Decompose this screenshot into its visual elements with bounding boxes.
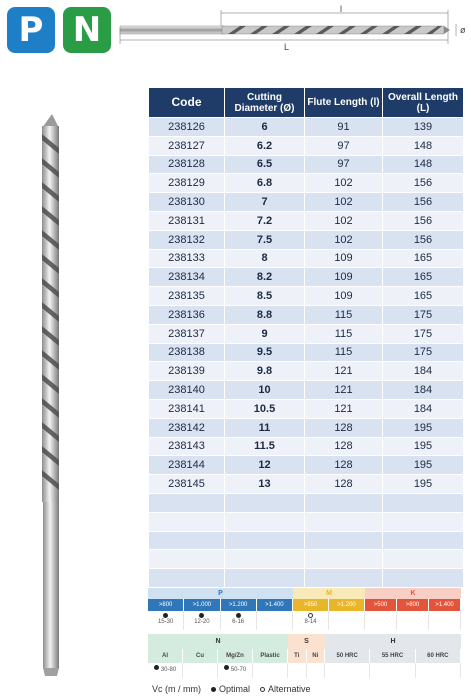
table-row: [149, 268, 464, 287]
cell-overall-length: 175: [383, 343, 464, 362]
material-subgroup-label: Mg/Zn: [218, 649, 253, 663]
cell-overall-length: 139: [383, 118, 464, 137]
table-row: [149, 381, 464, 400]
material-subgroup-label: >1.000: [184, 599, 220, 611]
cell-code: 238142: [149, 418, 225, 437]
cell-code: 238138: [149, 343, 225, 362]
table-row: [149, 193, 464, 212]
cell-code: 238126: [149, 118, 225, 137]
cell-overall-length: 156: [383, 174, 464, 193]
table-row: [149, 512, 464, 531]
material-speed-value: 50-70: [230, 667, 247, 673]
cell-diameter: 8.5: [225, 287, 305, 306]
cell-flute-length: 128: [305, 456, 383, 475]
cell-overall-length: 184: [383, 381, 464, 400]
cell-diameter: [225, 512, 305, 531]
material-speed-cell: [365, 611, 397, 630]
material-subgroup-label: 50 HRC: [325, 649, 370, 663]
cell-code: 238131: [149, 211, 225, 230]
material-subgroup-label: Al: [148, 649, 183, 663]
cell-code: 238141: [149, 399, 225, 418]
cell-code: 238132: [149, 230, 225, 249]
material-speed-cell: [148, 663, 183, 678]
cell-diameter: 13: [225, 475, 305, 494]
material-group-h-label: H: [325, 634, 461, 649]
material-group-m-label: M: [293, 588, 365, 599]
cell-code: 238144: [149, 456, 225, 475]
material-groups-nsh: [148, 634, 461, 678]
cell-diameter: 8: [225, 249, 305, 268]
cell-overall-length: 165: [383, 249, 464, 268]
cell-code: 238145: [149, 475, 225, 494]
material-subgroup-label: >800: [397, 599, 429, 611]
cell-diameter: 11.5: [225, 437, 305, 456]
table-row: [149, 437, 464, 456]
material-subgroup-label: Cu: [183, 649, 218, 663]
material-badge-n: N: [63, 7, 111, 53]
cell-code: 238130: [149, 193, 225, 212]
cell-overall-length: [383, 569, 464, 588]
table-row: [149, 569, 464, 588]
drill-dimension-diagram: [116, 4, 471, 56]
table-row: [149, 550, 464, 569]
material-speed-cell: [370, 663, 415, 678]
table-row: [149, 155, 464, 174]
cell-overall-length: 175: [383, 324, 464, 343]
material-speed-value: 30-80: [160, 667, 177, 673]
cell-overall-length: 195: [383, 475, 464, 494]
drill-vertical-illustration: [28, 114, 76, 680]
table-row: [149, 174, 464, 193]
material-speed-cell: [307, 663, 326, 678]
cell-diameter: 7: [225, 193, 305, 212]
material-subgroup-label: Ti: [288, 649, 307, 663]
drill-horizontal-illustration: [116, 4, 471, 56]
cell-flute-length: [305, 569, 383, 588]
table-row: [149, 493, 464, 512]
material-speed-cell: [148, 611, 184, 630]
material-speed-cell: [221, 611, 257, 630]
table-row: [149, 456, 464, 475]
material-subgroup-label: >1.200: [221, 599, 257, 611]
cell-flute-length: 91: [305, 118, 383, 137]
material-speed-value: 12-20: [194, 619, 210, 625]
cell-code: 238135: [149, 287, 225, 306]
table-row: [149, 287, 464, 306]
optimal-dot-icon: [199, 613, 204, 618]
material-group-n: [148, 634, 288, 676]
material-speed-cell: [293, 611, 329, 630]
material-groups-pmk: [148, 588, 461, 630]
cell-overall-length: 184: [383, 362, 464, 381]
table-row: [149, 418, 464, 437]
cell-diameter: 7.2: [225, 211, 305, 230]
cell-flute-length: 102: [305, 174, 383, 193]
cell-diameter: 9: [225, 324, 305, 343]
legend-optimal-label: Optimal: [219, 684, 251, 694]
material-subgroup-label: >800: [148, 599, 184, 611]
optimal-dot-icon: [224, 665, 229, 670]
cell-overall-length: 195: [383, 418, 464, 437]
drill-spec-table: [148, 87, 464, 588]
cell-overall-length: 184: [383, 399, 464, 418]
cell-diameter: 6.5: [225, 155, 305, 174]
cell-diameter: 10: [225, 381, 305, 400]
cell-diameter: 9.8: [225, 362, 305, 381]
cell-diameter: [225, 550, 305, 569]
cell-flute-length: 121: [305, 381, 383, 400]
material-group-s-label: S: [288, 634, 325, 649]
optimal-dot-icon: [154, 665, 159, 670]
diameter-label: ø: [460, 25, 466, 35]
material-speed-cell: [288, 663, 307, 678]
material-speed-cell: [257, 611, 293, 630]
cell-flute-length: 115: [305, 305, 383, 324]
cell-diameter: 6.8: [225, 174, 305, 193]
material-subgroup-label: >1.200: [329, 599, 365, 611]
cell-flute-length: 128: [305, 418, 383, 437]
cell-flute-length: 97: [305, 155, 383, 174]
cell-code: [149, 531, 225, 550]
cell-code: [149, 493, 225, 512]
cell-diameter: [225, 531, 305, 550]
cell-code: [149, 569, 225, 588]
material-subgroup-label: >1.400: [257, 599, 293, 611]
material-group-k: [365, 588, 461, 630]
table-row: [149, 118, 464, 137]
header-code: Code: [149, 88, 225, 118]
cell-flute-length: 102: [305, 193, 383, 212]
cell-code: 238129: [149, 174, 225, 193]
cell-overall-length: [383, 531, 464, 550]
material-speed-cell: [397, 611, 429, 630]
legend-alternative: [260, 684, 311, 694]
cell-diameter: 8.8: [225, 305, 305, 324]
cell-code: [149, 512, 225, 531]
cell-flute-length: 102: [305, 230, 383, 249]
table-header-row: [149, 88, 464, 118]
table-row: [149, 343, 464, 362]
cell-code: 238127: [149, 136, 225, 155]
cell-code: 238140: [149, 381, 225, 400]
material-speed-cell: [183, 663, 218, 678]
header-flute-length: Flute Length (l): [305, 88, 383, 118]
flute-length-label: l: [340, 4, 342, 14]
material-badge-p: P: [7, 7, 55, 53]
cell-flute-length: [305, 550, 383, 569]
material-subgroup-label: >950: [293, 599, 329, 611]
material-subgroup-label: 60 HRC: [416, 649, 461, 663]
material-subgroup-label: Plastic: [253, 649, 288, 663]
table-row: [149, 362, 464, 381]
cell-flute-length: 97: [305, 136, 383, 155]
header-overall-length: Overall Length (L): [383, 88, 464, 118]
cell-flute-length: [305, 493, 383, 512]
material-group-s: [288, 634, 325, 676]
cell-overall-length: 165: [383, 287, 464, 306]
table-row: [149, 531, 464, 550]
table-row: [149, 399, 464, 418]
cell-diameter: 9.5: [225, 343, 305, 362]
material-group-p: [148, 588, 293, 630]
material-speed-value: 15-30: [157, 619, 174, 625]
optimal-dot-icon: [236, 613, 241, 618]
legend-alternative-label: Alternative: [268, 684, 311, 694]
cell-flute-length: 128: [305, 475, 383, 494]
material-subgroup-label: >500: [365, 599, 397, 611]
cell-flute-length: 128: [305, 437, 383, 456]
material-group-m: [293, 588, 365, 630]
cell-flute-length: [305, 531, 383, 550]
cell-overall-length: 195: [383, 437, 464, 456]
cell-code: 238137: [149, 324, 225, 343]
cell-flute-length: 121: [305, 399, 383, 418]
material-group-p-label: P: [148, 588, 293, 599]
cell-flute-length: 102: [305, 211, 383, 230]
material-subgroup-label: Ni: [307, 649, 326, 663]
cell-diameter: 6.2: [225, 136, 305, 155]
legend-vc-label: Vc (m / mm): [152, 684, 201, 694]
alternative-dot-icon: [308, 613, 313, 618]
material-speed-cell: [218, 663, 253, 678]
cell-flute-length: 115: [305, 324, 383, 343]
cell-diameter: [225, 569, 305, 588]
material-group-k-label: K: [365, 588, 461, 599]
cell-flute-length: 109: [305, 268, 383, 287]
cell-diameter: 6: [225, 118, 305, 137]
speed-legend: [152, 684, 311, 694]
cell-flute-length: 109: [305, 287, 383, 306]
overall-length-label: L: [284, 42, 290, 52]
material-speed-value: 6-16: [232, 619, 245, 625]
material-speed-cell: [184, 611, 220, 630]
material-subgroup-label: >1.400: [429, 599, 461, 611]
cell-code: 238128: [149, 155, 225, 174]
cell-code: 238133: [149, 249, 225, 268]
material-group-h: [325, 634, 461, 676]
material-speed-cell: [416, 663, 461, 678]
material-speed-cell: [329, 611, 365, 630]
cell-overall-length: 156: [383, 230, 464, 249]
cell-diameter: [225, 493, 305, 512]
legend-optimal: [211, 684, 250, 694]
cell-diameter: 10.5: [225, 399, 305, 418]
cell-code: 238136: [149, 305, 225, 324]
cell-flute-length: [305, 512, 383, 531]
material-group-n-label: N: [148, 634, 288, 649]
optimal-dot-icon: [163, 613, 168, 618]
cell-code: 238134: [149, 268, 225, 287]
material-speed-cell: [253, 663, 288, 678]
cell-overall-length: 148: [383, 136, 464, 155]
cell-diameter: 11: [225, 418, 305, 437]
cell-overall-length: 195: [383, 456, 464, 475]
cell-overall-length: [383, 550, 464, 569]
optimal-dot-icon: [211, 687, 216, 692]
cell-overall-length: 156: [383, 193, 464, 212]
cell-diameter: 12: [225, 456, 305, 475]
table-row: [149, 475, 464, 494]
material-speed-cell: [429, 611, 461, 630]
material-speed-value: 8-14: [304, 619, 317, 625]
cell-diameter: 7.5: [225, 230, 305, 249]
cell-flute-length: 121: [305, 362, 383, 381]
alternative-dot-icon: [260, 687, 265, 692]
header-cutting-diameter: Cutting Diameter (Ø): [225, 88, 305, 118]
table-row: [149, 324, 464, 343]
cell-overall-length: [383, 493, 464, 512]
table-row: [149, 136, 464, 155]
cell-flute-length: 115: [305, 343, 383, 362]
cell-diameter: 8.2: [225, 268, 305, 287]
cell-overall-length: 175: [383, 305, 464, 324]
cell-code: 238139: [149, 362, 225, 381]
table-row: [149, 230, 464, 249]
cell-overall-length: 165: [383, 268, 464, 287]
table-row: [149, 249, 464, 268]
cell-code: [149, 550, 225, 569]
material-subgroup-label: 55 HRC: [370, 649, 415, 663]
cell-overall-length: [383, 512, 464, 531]
cell-overall-length: 156: [383, 211, 464, 230]
table-row: [149, 305, 464, 324]
cell-overall-length: 148: [383, 155, 464, 174]
table-row: [149, 211, 464, 230]
cell-code: 238143: [149, 437, 225, 456]
cell-flute-length: 109: [305, 249, 383, 268]
material-speed-cell: [325, 663, 370, 678]
